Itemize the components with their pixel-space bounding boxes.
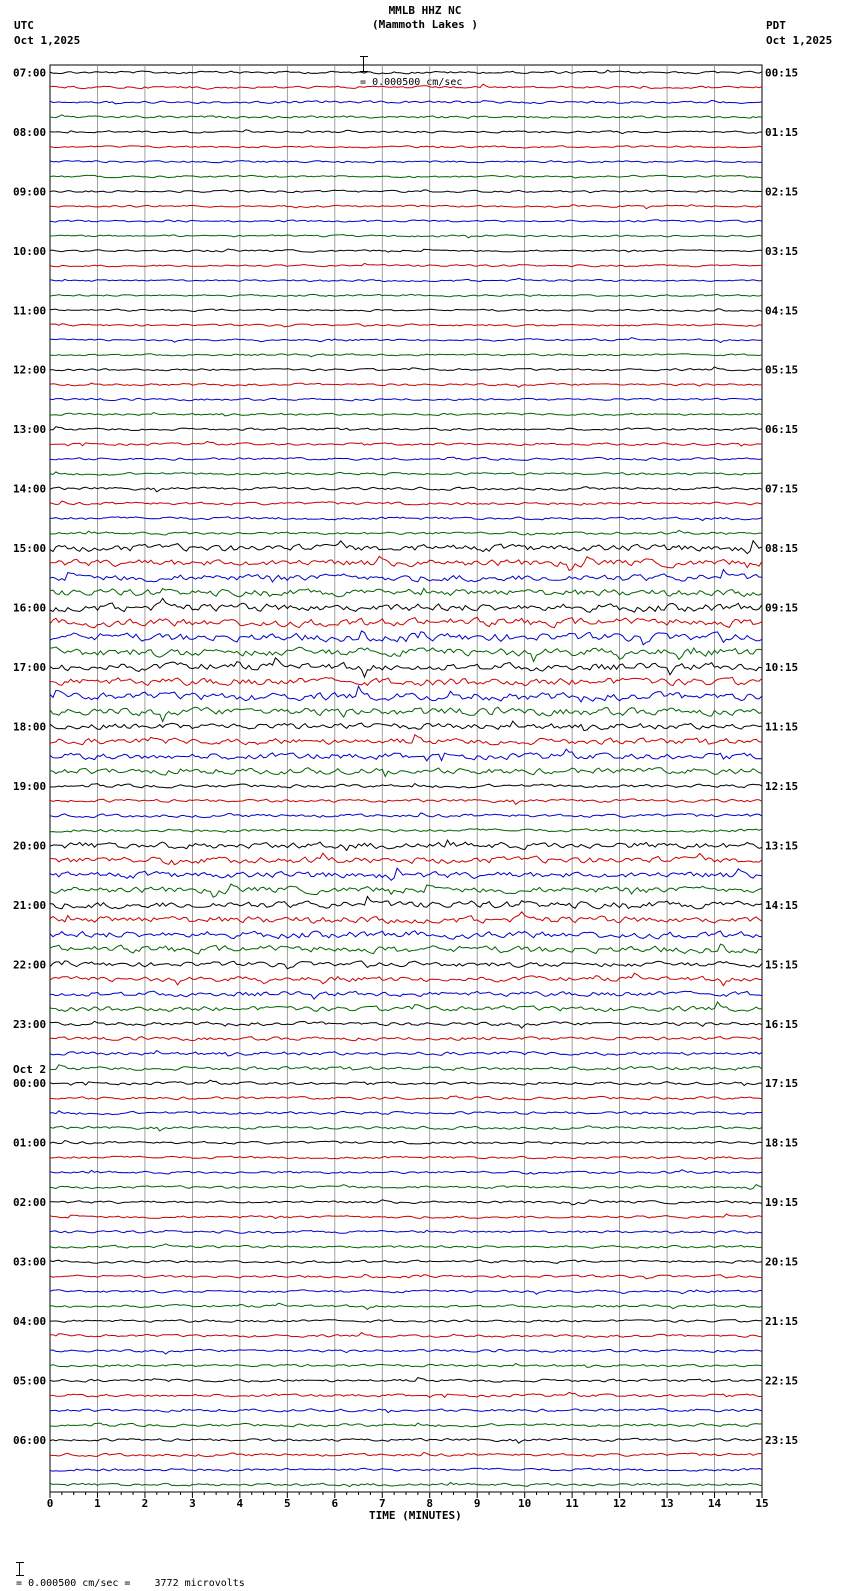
utc-hour-label: 03:00 <box>13 1255 47 1269</box>
seismic-trace <box>50 1096 762 1100</box>
seismic-trace <box>50 617 762 628</box>
seismic-trace <box>50 1170 762 1174</box>
utc-hour-label: 14:00 <box>13 482 47 496</box>
utc-hour-label: 16:00 <box>13 601 47 615</box>
seismic-trace <box>50 1156 762 1159</box>
seismic-trace <box>50 84 762 89</box>
right-date: Oct 1,2025 <box>766 34 833 47</box>
seismic-trace <box>50 1260 762 1263</box>
pdt-hour-label: 07:15 <box>765 482 799 496</box>
utc-hour-label: 10:00 <box>13 244 47 258</box>
scale-text: = 0.000500 cm/sec <box>360 77 463 88</box>
utc-hour-label: 00:00 <box>13 1077 47 1091</box>
seismic-trace <box>50 1333 762 1338</box>
left-date: Oct 1,2025 <box>14 34 81 47</box>
pdt-hour-label: 19:15 <box>765 1196 799 1210</box>
seismic-trace <box>50 367 762 371</box>
seismic-trace <box>50 1002 762 1012</box>
seismic-trace <box>50 991 762 999</box>
seismic-trace <box>50 1364 762 1368</box>
seismic-trace <box>50 1126 762 1131</box>
seismic-trace <box>50 472 762 475</box>
seismic-trace <box>50 161 762 163</box>
utc-hour-label: 17:00 <box>13 661 47 675</box>
seismic-trace <box>50 1452 762 1456</box>
pdt-hour-label: 01:15 <box>765 125 799 139</box>
x-tick-label: 11 <box>565 1497 579 1510</box>
seismic-trace <box>50 441 762 446</box>
seismic-trace <box>50 501 762 505</box>
x-tick-label: 3 <box>189 1497 196 1510</box>
pdt-hour-label: 09:15 <box>765 601 799 615</box>
seismic-trace <box>50 813 762 818</box>
seismic-trace <box>50 1141 762 1145</box>
seismic-trace <box>50 309 762 312</box>
utc-hour-label: 19:00 <box>13 779 47 793</box>
seismic-trace <box>50 884 762 897</box>
x-tick-label: 4 <box>236 1497 244 1510</box>
seismic-trace <box>50 829 762 833</box>
seismic-trace <box>50 1037 762 1041</box>
seismic-trace <box>50 598 762 612</box>
pdt-hour-label: 14:15 <box>765 898 799 912</box>
seismic-trace <box>50 278 762 281</box>
seismic-trace <box>50 707 762 721</box>
pdt-hour-label: 17:15 <box>765 1077 799 1091</box>
seismic-trace <box>50 457 762 460</box>
pdt-hour-label: 21:15 <box>765 1315 799 1329</box>
seismic-trace <box>50 686 762 702</box>
seismic-trace <box>50 383 762 387</box>
seismic-trace <box>50 1392 762 1397</box>
pdt-hour-label: 13:15 <box>765 839 799 853</box>
seismic-trace <box>50 1438 762 1443</box>
seismic-trace <box>50 1290 762 1295</box>
seismic-trace <box>50 1200 762 1205</box>
seismic-trace <box>50 799 762 804</box>
seismic-trace <box>50 631 762 645</box>
pdt-hour-label: 15:15 <box>765 958 799 972</box>
seismic-trace <box>50 190 762 193</box>
station-location: (Mammoth Lakes ) <box>372 18 478 31</box>
seismic-trace <box>50 324 762 327</box>
seismic-trace <box>50 1080 762 1085</box>
footer-scale-text: = 0.000500 cm/sec = 3772 microvolts <box>16 1578 245 1589</box>
seismic-trace <box>50 897 762 909</box>
utc-hour-label: 23:00 <box>13 1017 47 1031</box>
seismic-trace <box>50 541 762 554</box>
seismic-trace <box>50 249 762 252</box>
x-axis-label: TIME (MINUTES) <box>369 1509 462 1522</box>
x-tick-label: 9 <box>473 1497 481 1510</box>
seismic-trace <box>50 487 762 492</box>
x-tick-label: 7 <box>378 1497 386 1510</box>
seismic-trace <box>50 1111 762 1115</box>
seismic-trace <box>50 912 762 924</box>
x-tick-label: 14 <box>707 1497 722 1510</box>
seismic-trace <box>50 588 762 596</box>
pdt-hour-label: 08:15 <box>765 542 799 556</box>
x-tick-label: 5 <box>284 1497 291 1510</box>
pdt-hour-label: 16:15 <box>765 1017 799 1031</box>
seismic-trace <box>50 1423 762 1427</box>
seismic-trace <box>50 294 762 296</box>
seismic-trace <box>50 658 762 677</box>
utc-hour-label: 07:00 <box>13 66 47 80</box>
seismic-trace <box>50 647 762 662</box>
pdt-hour-label: 00:15 <box>765 66 799 80</box>
utc-hour-label: 20:00 <box>13 839 47 853</box>
seismic-trace <box>50 338 762 343</box>
seismic-trace <box>50 556 762 570</box>
left-timezone: UTC <box>14 19 34 32</box>
seismic-trace <box>50 1303 762 1309</box>
seismic-trace <box>50 205 762 209</box>
pdt-hour-label: 22:15 <box>765 1374 799 1388</box>
seismic-trace <box>50 570 762 583</box>
seismic-trace <box>50 931 762 939</box>
seismic-trace <box>50 235 762 238</box>
x-tick-label: 6 <box>331 1497 339 1510</box>
seismic-trace <box>50 749 762 761</box>
seismic-trace <box>50 853 762 865</box>
seismic-trace <box>50 1065 762 1071</box>
seismic-trace <box>50 427 762 431</box>
pdt-hour-label: 20:15 <box>765 1255 799 1269</box>
pdt-hour-label: 18:15 <box>765 1136 799 1150</box>
right-timezone: PDT <box>766 19 786 32</box>
utc-hour-label: 02:00 <box>13 1196 47 1210</box>
seismic-trace <box>50 768 762 777</box>
seismic-trace <box>50 1468 762 1471</box>
seismic-trace <box>50 130 762 134</box>
seismic-trace <box>50 517 762 521</box>
seismic-trace <box>50 70 762 74</box>
seismic-trace <box>50 868 762 880</box>
utc-hour-label: 22:00 <box>13 958 47 972</box>
pdt-hour-label: 23:15 <box>765 1433 799 1447</box>
x-tick-label: 2 <box>141 1497 149 1510</box>
seismic-trace <box>50 413 762 416</box>
x-tick-label: 15 <box>755 1497 769 1510</box>
seismic-trace <box>50 721 762 731</box>
utc-hour-label: 13:00 <box>13 423 47 437</box>
seismic-trace <box>50 1021 762 1028</box>
pdt-hour-label: 04:15 <box>765 304 799 318</box>
seismic-trace <box>50 530 762 535</box>
utc-hour-label: 01:00 <box>13 1136 47 1150</box>
station-title: MMLB HHZ NC <box>388 4 462 17</box>
pdt-hour-label: 10:15 <box>765 661 799 675</box>
seismic-trace <box>50 100 762 103</box>
utc-hour-label: 05:00 <box>13 1374 47 1388</box>
utc-hour-label: 11:00 <box>13 304 47 318</box>
utc-hour-label: 15:00 <box>13 542 47 556</box>
pdt-hour-label: 06:15 <box>765 423 799 437</box>
seismic-trace <box>50 1482 762 1486</box>
seismic-trace <box>50 115 762 119</box>
seismic-trace <box>50 263 762 266</box>
seismic-trace <box>50 175 762 178</box>
utc-hour-label: 21:00 <box>13 898 47 912</box>
utc-hour-label: 06:00 <box>13 1433 47 1447</box>
seismic-trace <box>50 840 762 850</box>
x-tick-label: 8 <box>426 1497 434 1510</box>
seismic-trace <box>50 220 762 222</box>
seismic-trace <box>50 1275 762 1279</box>
seismic-trace <box>50 944 762 954</box>
utc-hour-label: 09:00 <box>13 185 47 199</box>
seismic-trace <box>50 961 762 969</box>
pdt-hour-label: 05:15 <box>765 363 799 377</box>
seismic-trace <box>50 1185 762 1190</box>
utc-hour-label: 18:00 <box>13 720 47 734</box>
footer-scale-bar-icon <box>16 1562 24 1576</box>
x-tick-label: 0 <box>46 1497 54 1510</box>
x-tick-label: 10 <box>518 1497 532 1510</box>
seismic-trace <box>50 1320 762 1323</box>
utc-hour-label: 04:00 <box>13 1315 47 1329</box>
seismic-trace <box>50 784 762 788</box>
pdt-hour-label: 12:15 <box>765 779 799 793</box>
seismic-trace <box>50 1214 762 1219</box>
seismic-trace <box>50 735 762 745</box>
x-tick-label: 12 <box>612 1497 627 1510</box>
seismic-trace <box>50 1349 762 1354</box>
seismic-trace <box>50 1244 762 1248</box>
plot-frame <box>50 65 762 1492</box>
footer-scale <box>4 1548 245 1591</box>
seismic-trace <box>50 1409 762 1413</box>
seismic-trace <box>50 973 762 986</box>
seismic-trace <box>50 1378 762 1383</box>
seismic-trace <box>50 677 762 685</box>
pdt-hour-label: 11:15 <box>765 720 799 734</box>
pdt-hour-label: 03:15 <box>765 244 799 258</box>
seismic-trace <box>50 398 762 400</box>
utc-hour-label: 08:00 <box>13 125 47 139</box>
date-change-label: Oct 2 <box>13 1063 47 1077</box>
x-tick-label: 13 <box>660 1497 674 1510</box>
seismic-trace <box>50 146 762 148</box>
utc-hour-label: 12:00 <box>13 363 47 377</box>
pdt-hour-label: 02:15 <box>765 185 799 199</box>
seismic-trace <box>50 1230 762 1233</box>
x-tick-label: 1 <box>94 1497 101 1510</box>
seismic-trace <box>50 1051 762 1056</box>
seismic-trace <box>50 354 762 357</box>
